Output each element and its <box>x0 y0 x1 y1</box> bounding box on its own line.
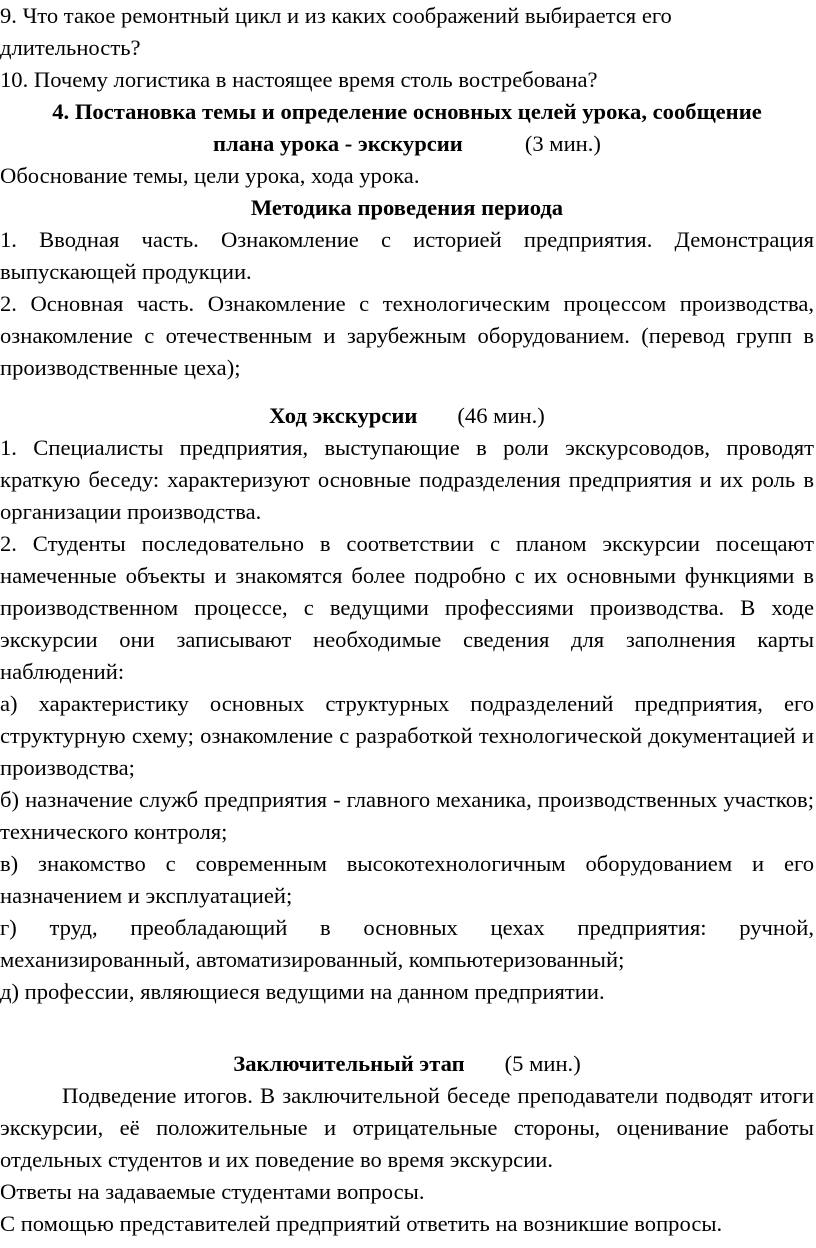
excursion-item: а) характеристику основных структурных подразделений предприятия, его структурную схему; ознакомление с разработкой технологической документацией и производства; <box>0 691 814 780</box>
excursion-item: д) профессии, являющиеся ведущими на данном предприятии. <box>0 979 605 1004</box>
excursion-title: Ход экскурсии <box>269 403 418 428</box>
section4-text: Обоснование темы, цели урока, хода урока. <box>0 163 420 188</box>
excursion-list <box>0 432 814 1008</box>
method-item: 2. Основная часть. Ознакомление с технологическим процессом производства, ознакомление с отечественным и зарубежным оборудованием. (перевод групп в производственные цеха); <box>0 291 814 380</box>
section4-title-line1: 4. Постановка темы и определение основных целей урока, сообщение <box>52 99 762 124</box>
excursion-item: 2. Студенты последовательно в соответствии с планом экскурсии посещают намеченные объекты и знакомятся более подробно с их основными функциями в производственном процессе, с ведущими профессиями производства. В ходе экскурсии они записывают необходимые сведения для заполнения карты наблюдений: <box>0 531 814 684</box>
final-title: Заключительный этап <box>233 1051 465 1076</box>
final-list <box>0 1080 814 1240</box>
excursion-item: б) назначение служб предприятия - главного механика, производственных участков; технического контроля; <box>0 787 814 844</box>
method-list <box>0 224 814 384</box>
question-9: 9. Что такое ремонтный цикл и из каких соображений выбирается его длительность? <box>0 3 672 60</box>
final-item: Ответы на задаваемые студентами вопросы. <box>0 1179 425 1204</box>
section4-time: (3 мин.) <box>524 131 601 156</box>
question-10: 10. Почему логистика в настоящее время столь востребована? <box>0 67 598 92</box>
section4-title-line2: плана урока - экскурсии <box>213 131 463 156</box>
section4-heading <box>0 96 814 160</box>
excursion-item: г) труд, преобладающий в основных цехах предприятия: ручной, механизированный, автоматизированный, компьютеризованный; <box>0 915 814 972</box>
final-heading-block <box>0 1048 814 1080</box>
method-heading-block <box>0 192 814 224</box>
method-item: 1. Вводная часть. Ознакомление с историей предприятия. Демонстрация выпускающей продукции. <box>0 227 814 284</box>
excursion-time: (46 мин.) <box>457 403 545 428</box>
final-item: Подведение итогов. В заключительной беседе преподаватели подводят итоги экскурсии, её положительные и отрицательные стороны, оценивание работы отдельных студентов и их поведение во время экскурсии. <box>0 1083 814 1172</box>
final-item: С помощью представителей предприятий ответить на возникшие вопросы. <box>0 1211 723 1236</box>
final-time: (5 мин.) <box>504 1051 581 1076</box>
method-title: Методика проведения периода <box>250 195 564 220</box>
questions-block <box>0 0 814 96</box>
excursion-heading-block <box>0 400 814 432</box>
section4-text-block <box>0 160 814 192</box>
excursion-item: 1. Специалисты предприятия, выступающие в роли экскурсоводов, проводят краткую беседу: характеризуют основные подразделения предприятия и их роль в организации производства. <box>0 435 814 524</box>
excursion-item: в) знакомство с современным высокотехнологичным оборудованием и его назначением и эксплуатацией; <box>0 851 814 908</box>
